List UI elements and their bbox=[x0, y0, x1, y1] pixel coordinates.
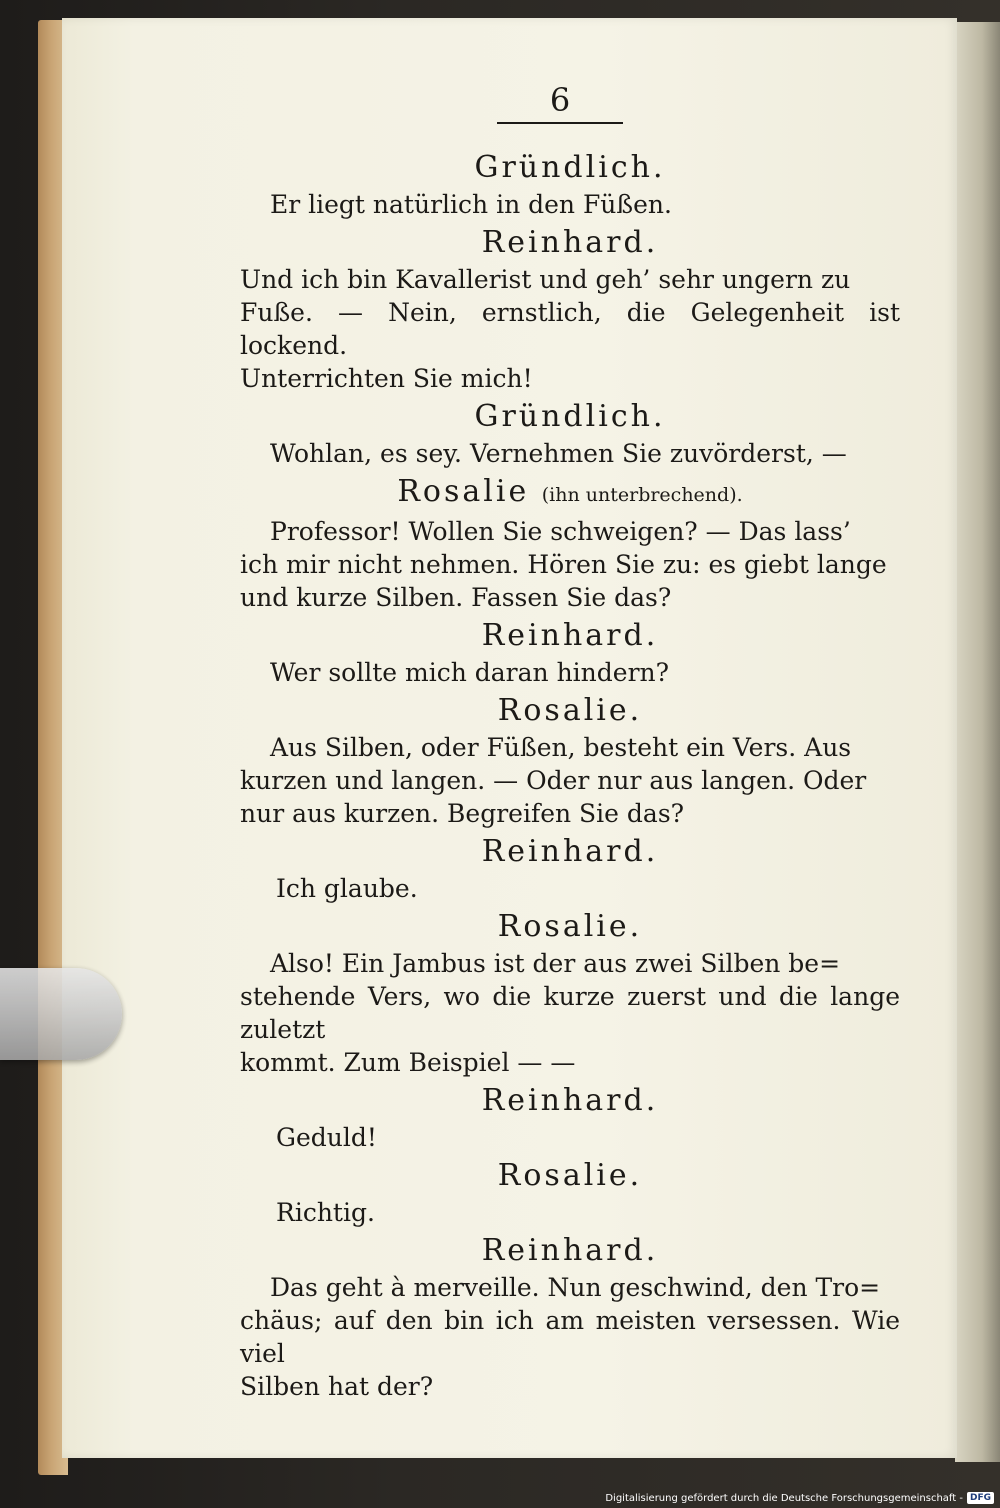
dialogue-line: kurzen und langen. — Oder nur aus langen. Oder bbox=[240, 766, 867, 795]
speaker-name: Rosalie. bbox=[497, 909, 643, 944]
dialogue-line: Fuße. — Nein, ernstlich, die Gelegenheit ist lockend. bbox=[240, 298, 900, 360]
dialogue-line: Wer sollte mich daran hindern? bbox=[270, 658, 670, 687]
dialogue-line: Und ich bin Kavallerist und geh’ sehr ungern zu bbox=[240, 265, 851, 294]
dialogue-line: Unterrichten Sie mich! bbox=[240, 364, 533, 393]
dialogue-line: und kurze Silben. Fassen Sie das? bbox=[240, 583, 672, 612]
dialogue-line: Geduld! bbox=[276, 1123, 377, 1152]
dialogue-line: Richtig. bbox=[276, 1198, 375, 1227]
speaker-name: Reinhard. bbox=[481, 618, 659, 653]
dialogue-line: Also! Ein Jambus ist der aus zwei Silben be= bbox=[270, 949, 841, 978]
dialogue-line: Er liegt natürlich in den Füßen. bbox=[270, 190, 672, 219]
dialogue-line: Aus Silben, oder Füßen, besteht ein Vers. Aus bbox=[270, 733, 852, 762]
digitization-credit bbox=[605, 1492, 994, 1504]
speaker-name: Rosalie bbox=[397, 474, 530, 509]
dialogue-line: stehende Vers, wo die kurze zuerst und die lange zuletzt bbox=[240, 982, 900, 1044]
page-text bbox=[240, 80, 900, 1403]
speaker-name: Reinhard. bbox=[481, 225, 659, 260]
speaker-name: Reinhard. bbox=[481, 1083, 659, 1118]
speaker-name: Rosalie. bbox=[497, 1158, 643, 1193]
speaker-name: Rosalie. bbox=[497, 693, 643, 728]
dialogue-line: ich mir nicht nehmen. Hören Sie zu: es giebt lange bbox=[240, 550, 887, 579]
speaker-name: Gründlich. bbox=[474, 399, 666, 434]
dialogue-line: Wohlan, es sey. Vernehmen Sie zuvörderst, — bbox=[270, 439, 847, 468]
dialogue-line: chäus; auf den bin ich am meisten versessen. Wie viel bbox=[240, 1306, 900, 1368]
dialogue-line: nur aus kurzen. Begreifen Sie das? bbox=[240, 799, 685, 828]
dialogue-line: Silben hat der? bbox=[240, 1372, 434, 1401]
dialogue-line: kommt. Zum Beispiel — — bbox=[240, 1048, 576, 1077]
dialogue-line: Ich glaube. bbox=[276, 874, 418, 903]
dialogue-line: Professor! Wollen Sie schweigen? — Das lass’ bbox=[270, 517, 851, 546]
credit-text: Digitalisierung gefördert durch die Deutsche Forschungsgemeinschaft - bbox=[605, 1492, 963, 1504]
page-clip bbox=[0, 968, 122, 1060]
speaker-name: Reinhard. bbox=[481, 834, 659, 869]
dfg-logo: DFG bbox=[967, 1492, 994, 1504]
header-rule bbox=[497, 122, 623, 124]
dialogue-line: Das geht à merveille. Nun geschwind, den Tro= bbox=[270, 1273, 881, 1302]
stage-direction: (ihn unterbrechend). bbox=[541, 484, 743, 506]
page-number: 6 bbox=[549, 81, 571, 119]
speaker-name: Reinhard. bbox=[481, 1233, 659, 1268]
next-page-edge bbox=[955, 22, 1000, 1462]
speaker-with-direction bbox=[240, 474, 900, 513]
speaker-name: Gründlich. bbox=[474, 150, 666, 185]
